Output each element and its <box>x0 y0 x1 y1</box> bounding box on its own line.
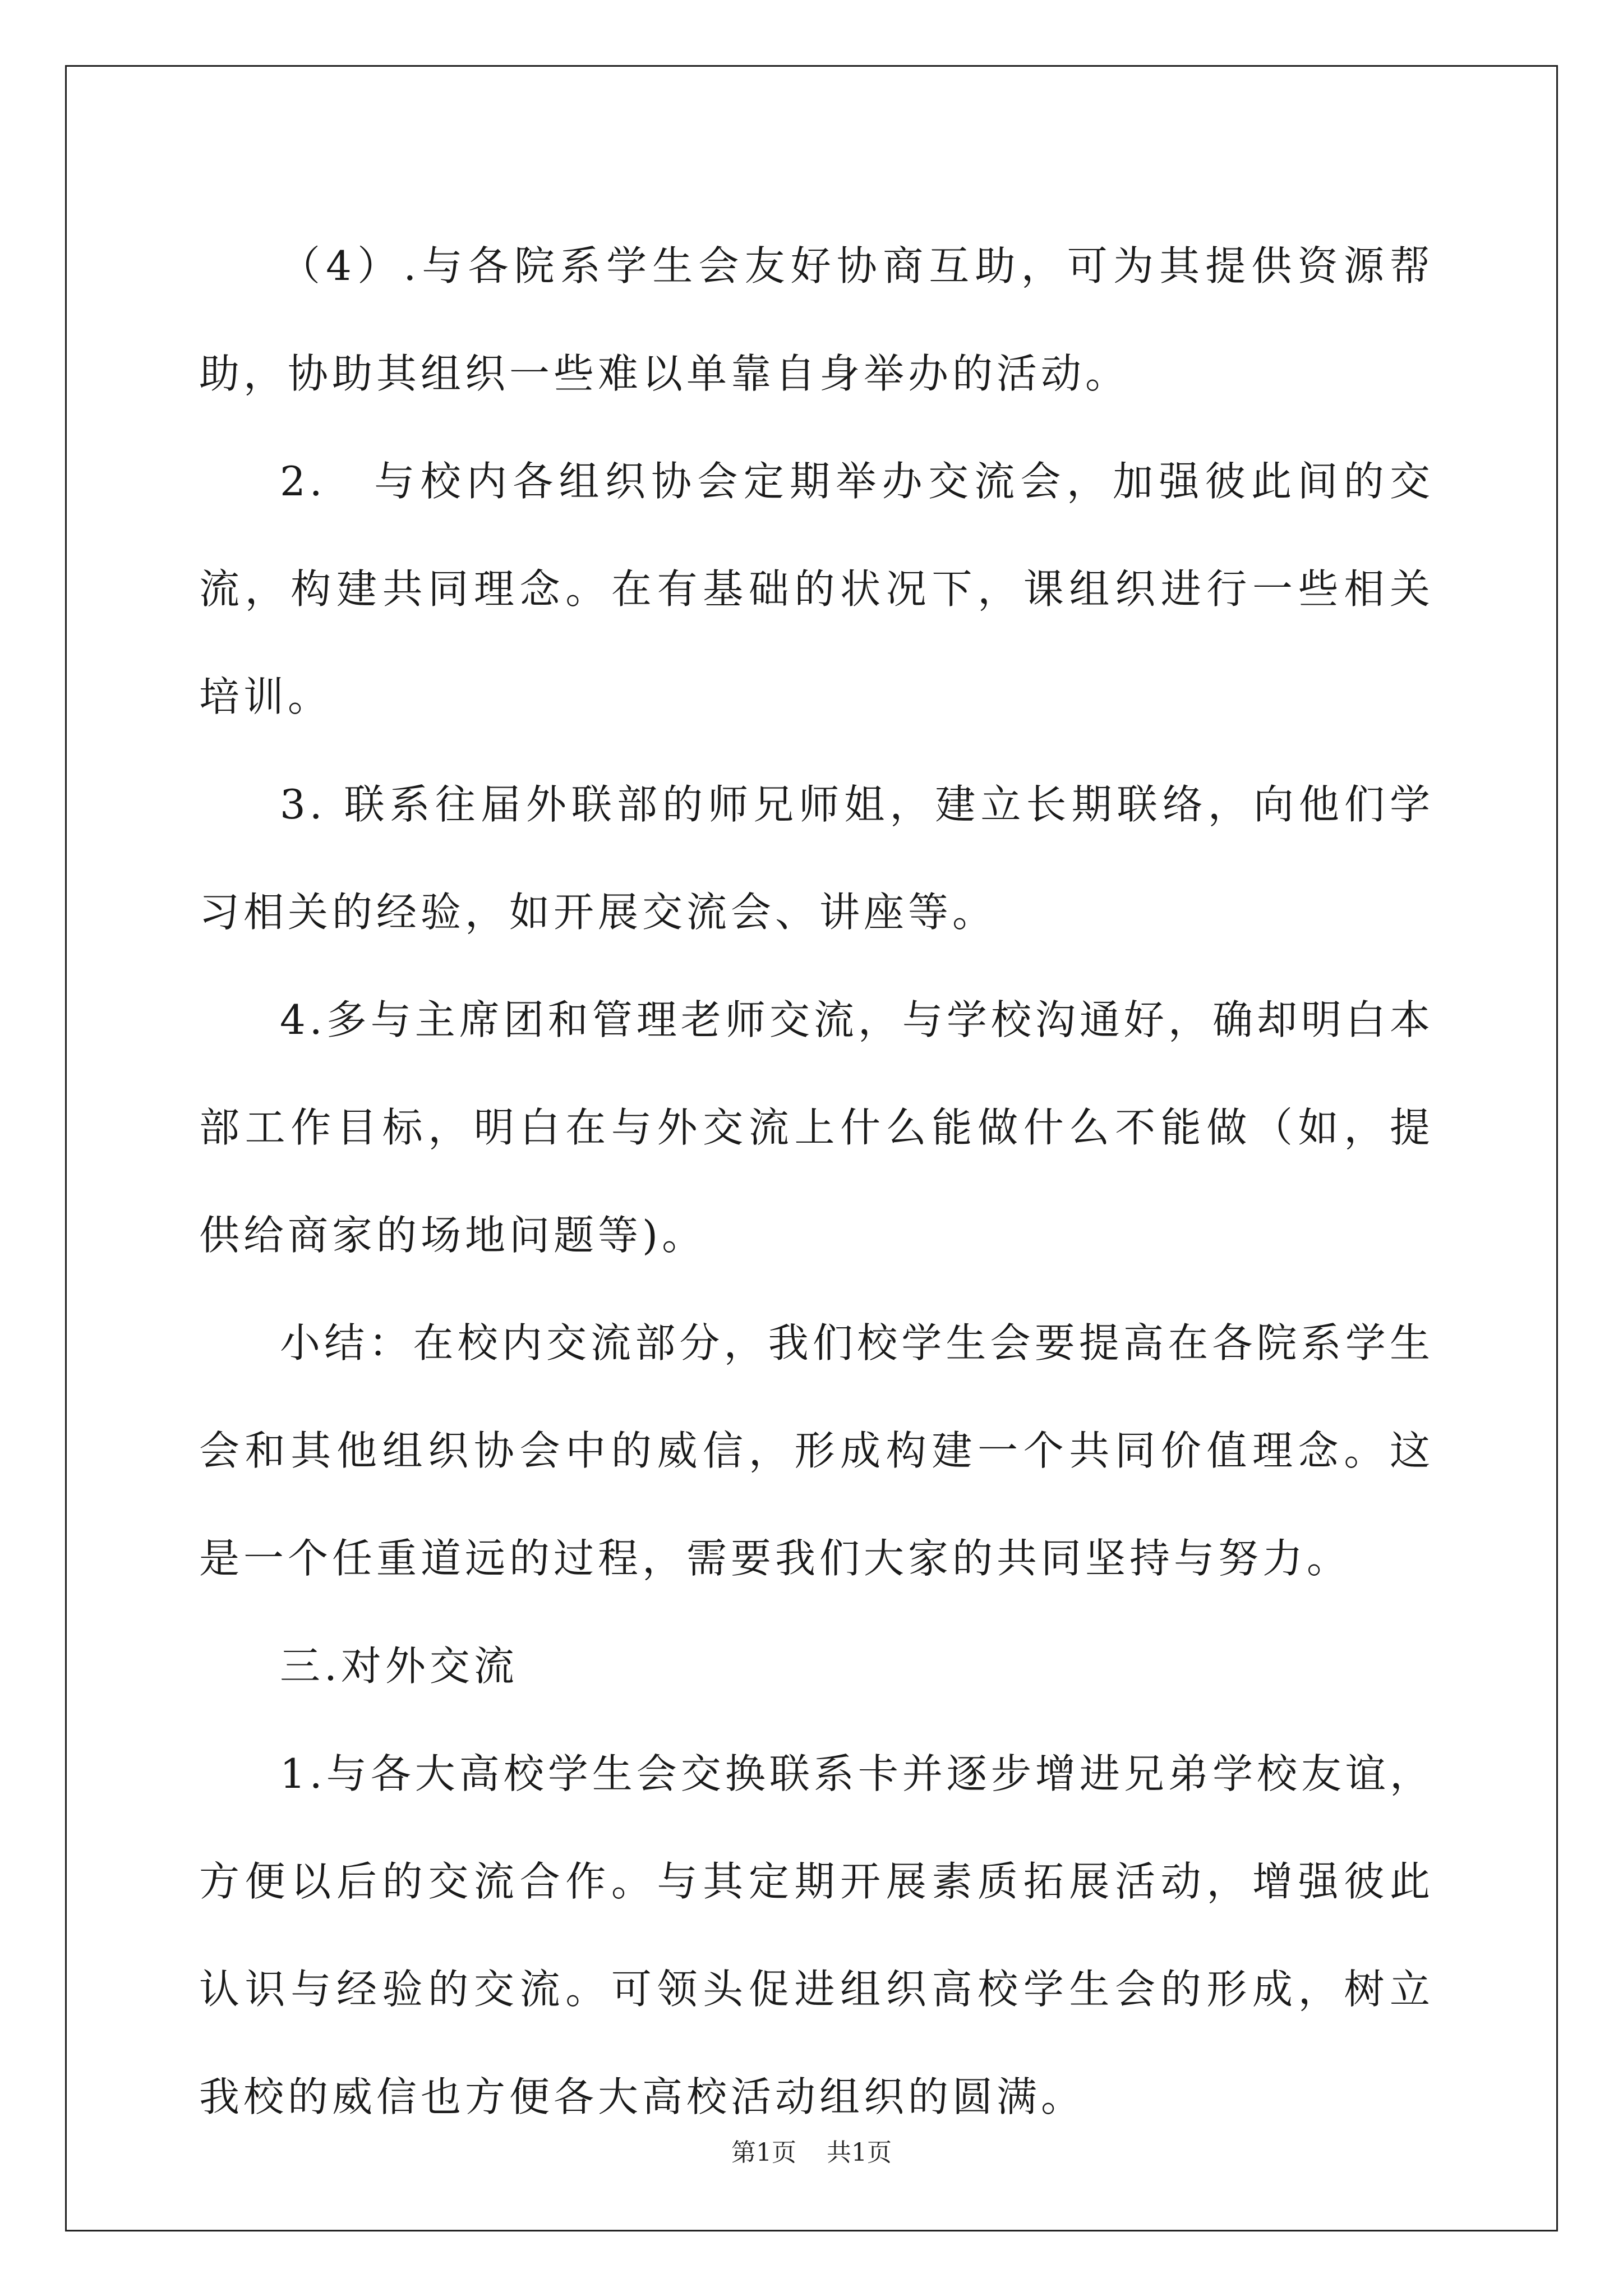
page-number-current: 第1页 <box>731 2138 796 2167</box>
page-number-total: 共1页 <box>827 2138 892 2167</box>
paragraph-communication-goals: 4.多与主席团和管理老师交流，与学校沟通好，确却明白本部工作目标，明白在与外交流上什么能做什么不能做（如，提供给商家的场地问题等)。 <box>199 996 1434 1259</box>
paragraph-summary: 小结：在校内交流部分，我们校学生会要提高在各院系学生会和其他组织协会中的威信，形成构建一个共同价值理念。这是一个任重道远的过程，需要我们大家的共同坚持与努力。 <box>199 1319 1434 1582</box>
paragraph-exchange-meetings: 2. 与校内各组织协会定期举办交流会，加强彼此间的交流，构建共同理念。在有基础的状况下，课组织进行一些相关培训。 <box>199 458 1434 720</box>
document-body <box>199 212 1434 2151</box>
paragraph-alumni-contact: 3. 联系往届外联部的师兄师姐，建立长期联络，向他们学习相关的经验，如开展交流会、讲座等。 <box>199 781 1434 936</box>
paragraph-student-union-cooperation: （4）.与各院系学生会友好协商互助，可为其提供资源帮助，协助其组织一些难以单靠自身举办的活动。 <box>199 242 1434 397</box>
page-footer <box>0 2136 1623 2170</box>
paragraph-university-exchange: 1.与各大高校学生会交换联系卡并逐步增进兄弟学校友谊，方便以后的交流合作。与其定期开展素质拓展活动，增强彼此认识与经验的交流。可领头促进组织高校学生会的形成，树立我校的威信也方便各大高校活动组织的圆满。 <box>199 1750 1434 2120</box>
section-heading-external-exchange: 三.对外交流 <box>280 1642 518 1690</box>
